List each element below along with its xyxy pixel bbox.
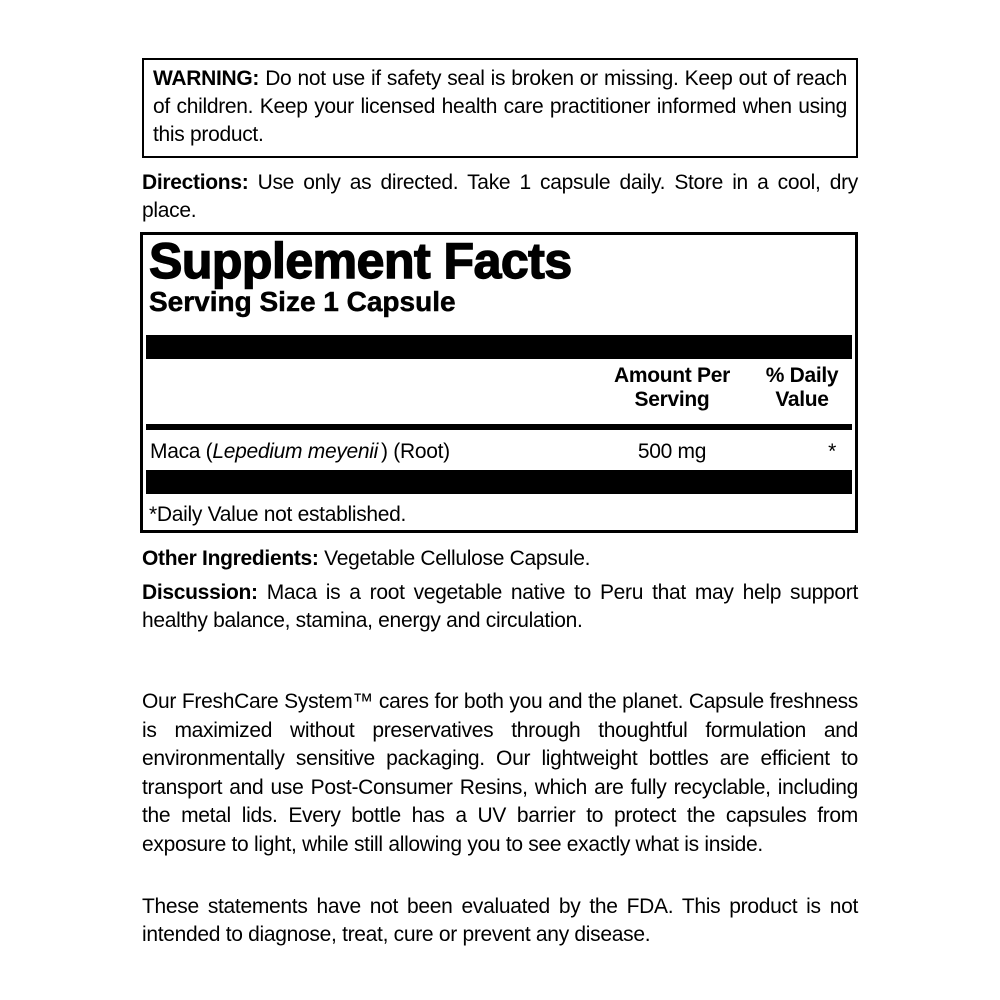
warning-box [142, 58, 858, 158]
discussion-label: Discussion: [142, 581, 258, 604]
freshcare-paragraph: Our FreshCare System™ cares for both you and the planet. Capsule freshness is maximized without preservatives through thoughtful formulation and environmentally sensitive packaging. Our lightweight bottles are efficient to transport and use Post-Consumer Resins, which are fully recyclable, including the metal lids. Every bottle has a UV barrier to protect the capsules from exposure to light, while still allowing you to see exactly what is inside. [142, 690, 858, 856]
directions-paragraph [142, 169, 858, 225]
separator-bar-bottom [146, 470, 852, 494]
warning-label: WARNING: [153, 67, 260, 90]
ingredient-daily-value: * [828, 440, 836, 463]
discussion-paragraph [142, 579, 858, 635]
other-ingredients-paragraph [142, 545, 858, 573]
warning-text: Do not use if safety seal is broken or missing. Keep out of reach of children. Keep your licensed health care practitioner informed when using this product. [153, 67, 847, 146]
ingredient-latin-name: Lepedium meyenii [212, 440, 379, 463]
other-ingredients-label: Other Ingredients: [142, 547, 319, 570]
facts-header-row [146, 359, 852, 414]
supplement-facts-panel [140, 232, 858, 533]
daily-value-footnote: *Daily Value not established. [149, 503, 407, 526]
column-header-amount-per-serving: Amount Per Serving [613, 364, 730, 411]
serving-size: Serving Size 1 Capsule [149, 286, 456, 317]
ingredient-row [146, 430, 852, 470]
directions-label: Directions: [142, 171, 249, 194]
ingredient-name-prefix: Maca ( [150, 440, 213, 463]
other-ingredients-text: Vegetable Cellulose Capsule. [324, 547, 591, 570]
directions-text: Use only as directed. Take 1 capsule daily. Store in a cool, dry place. [142, 171, 858, 222]
ingredient-name-suffix: ) (Root) [381, 440, 450, 463]
fda-disclaimer: These statements have not been evaluated by the FDA. This product is not intended to diagnose, treat, cure or prevent any disease. [142, 895, 858, 946]
ingredient-name [146, 440, 592, 464]
column-header-daily-value: % Daily Value [765, 364, 839, 411]
supplement-facts-title: Supplement Facts [149, 233, 572, 289]
separator-bar-top [146, 335, 852, 359]
ingredient-amount: 500 mg [637, 440, 707, 463]
discussion-text: Maca is a root vegetable native to Peru that may help support healthy balance, stamina, energy and circulation. [142, 581, 858, 632]
